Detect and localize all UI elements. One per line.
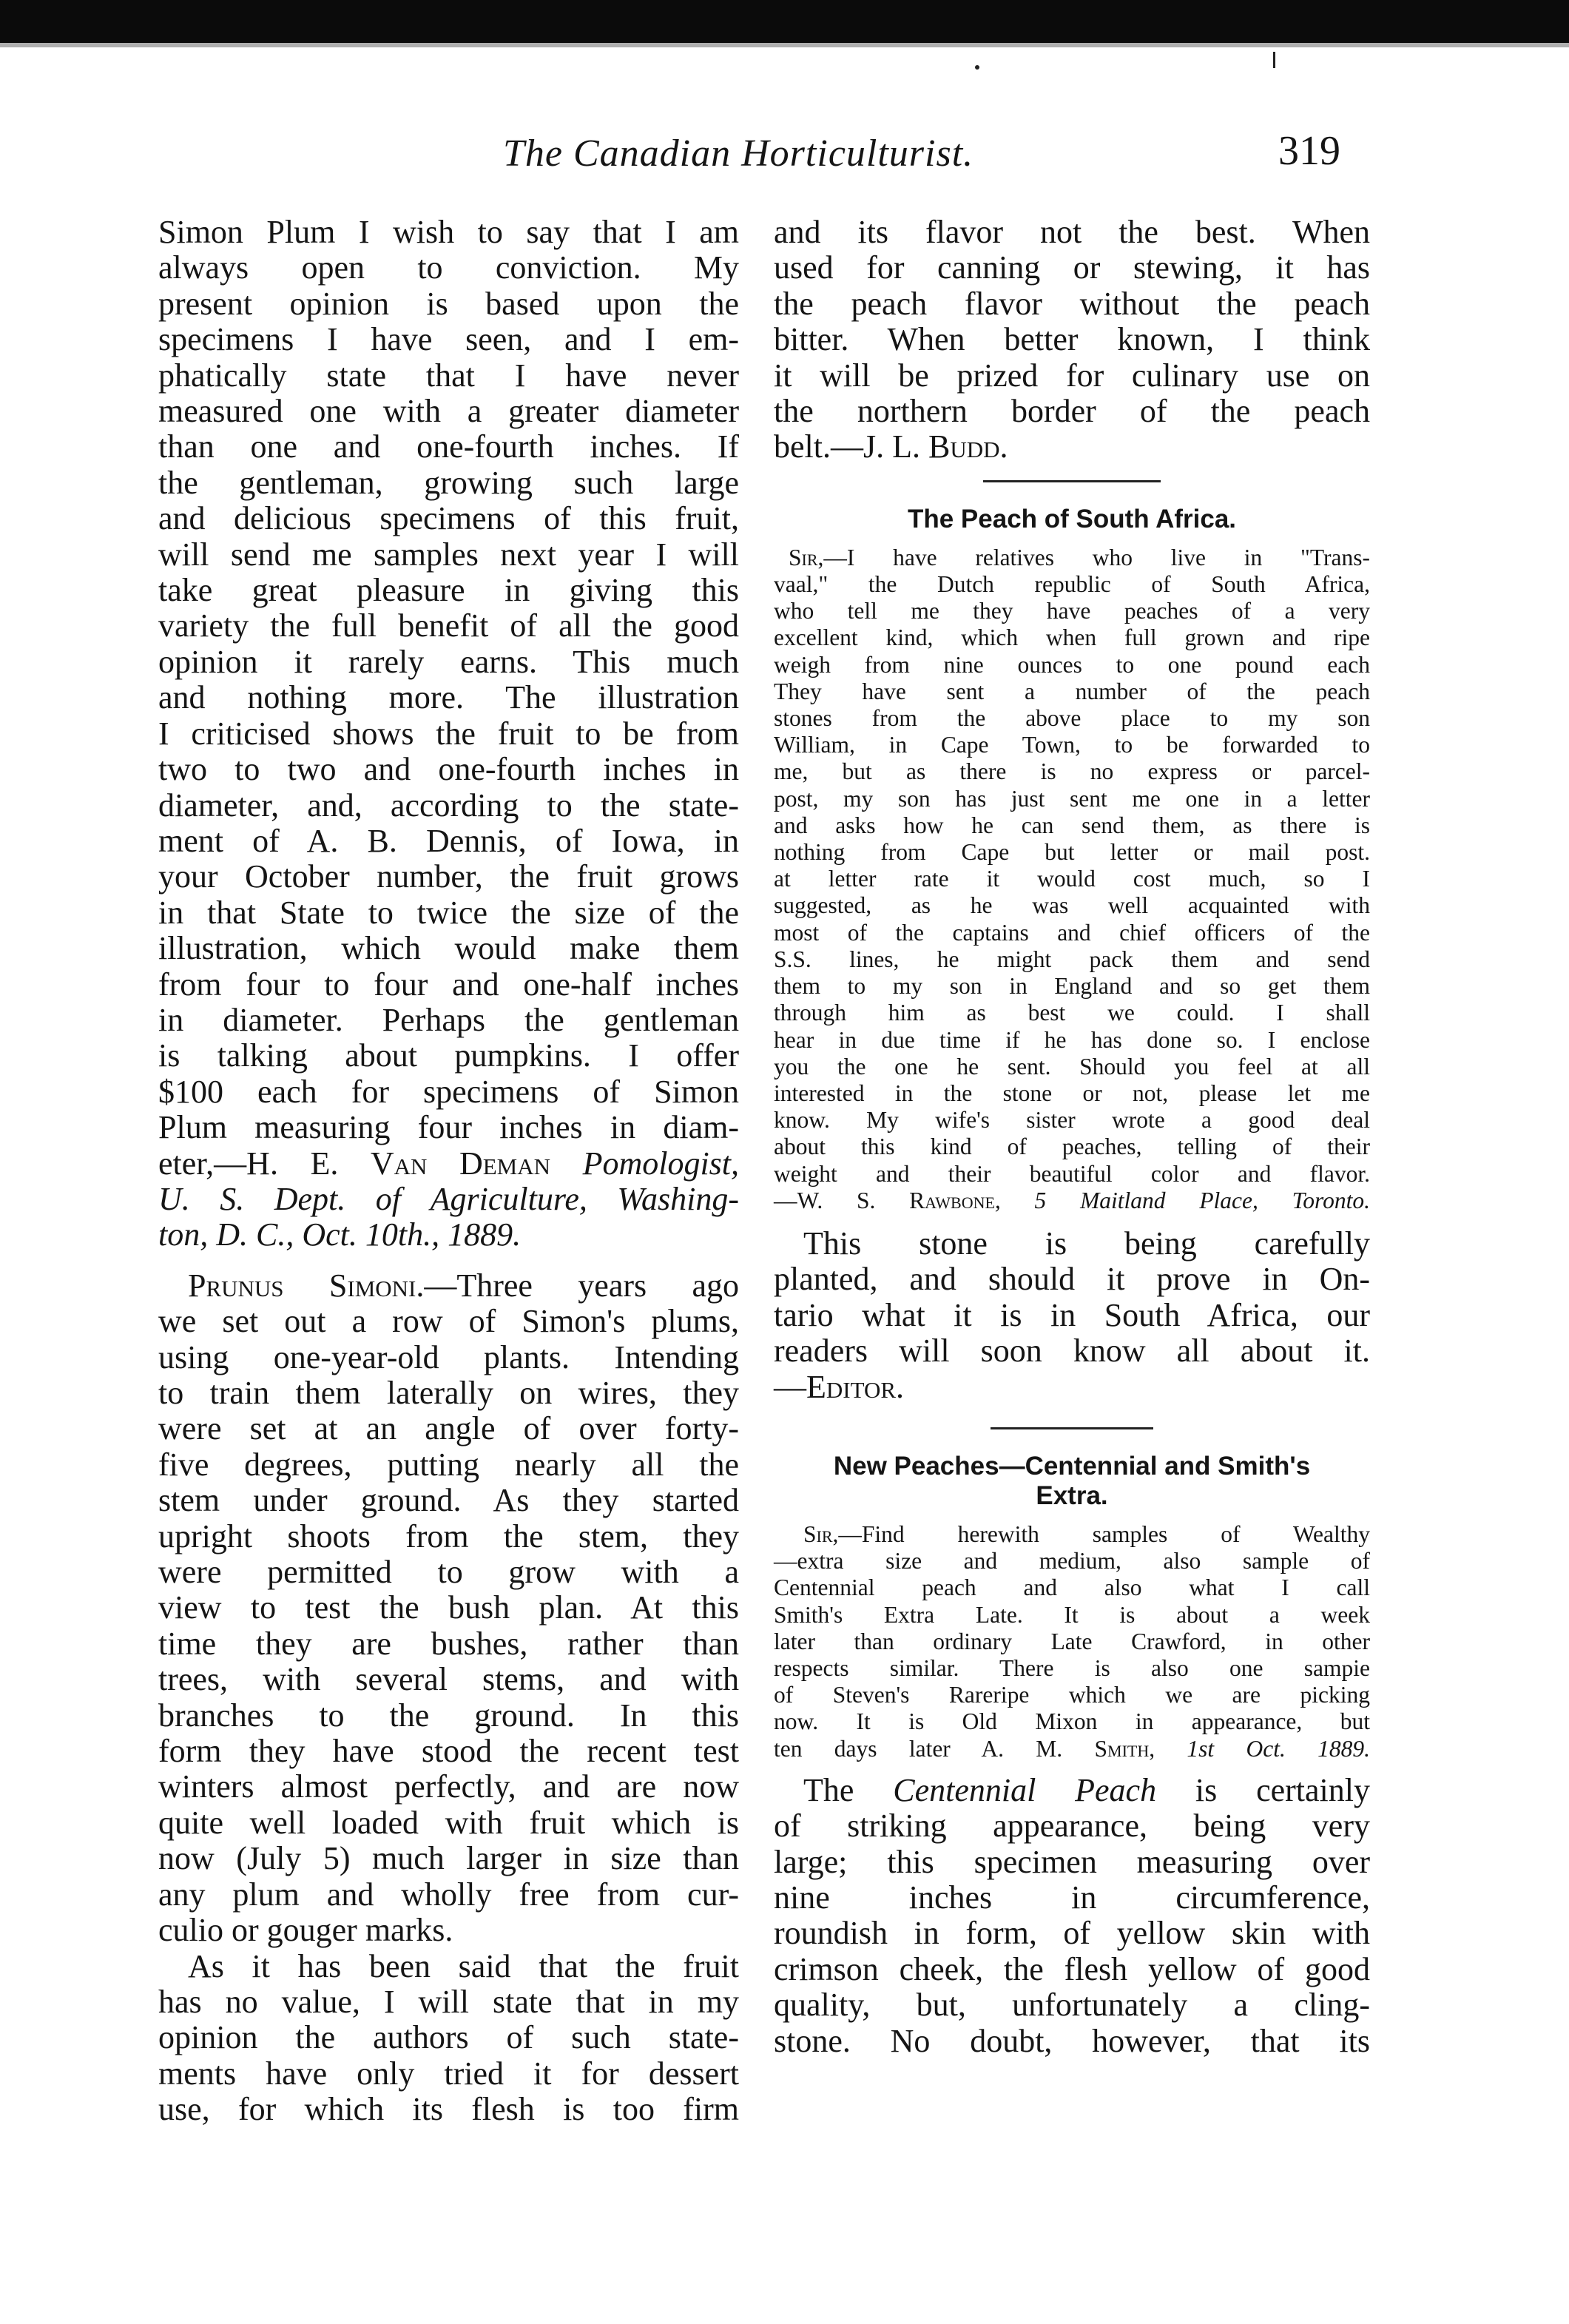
text-line: and its flavor not the best. When bbox=[774, 214, 1370, 250]
paragraph-centennial-peach bbox=[774, 1773, 1370, 2059]
text-line: illustration, which would make them bbox=[158, 930, 739, 967]
text-line: diameter, and, according to the state- bbox=[158, 787, 739, 823]
text-line: bitter. When better known, I think bbox=[774, 321, 1370, 358]
text-line: quality, but, unfortunately a cling- bbox=[774, 1987, 1370, 2024]
text-line: form they have stood the recent test bbox=[158, 1733, 739, 1770]
text-line: the peach flavor without the peach bbox=[774, 285, 1370, 322]
text-line: five degrees, putting nearly all the bbox=[158, 1446, 739, 1483]
text-line: measured one with a greater diameter bbox=[158, 393, 739, 430]
text-line: They have sent a number of the peach bbox=[774, 678, 1370, 704]
text-line: belt.—J. L. Budd. bbox=[774, 428, 1008, 465]
text-line: from four to four and one-half inches bbox=[158, 966, 739, 1003]
text-line: your October number, the fruit grows bbox=[158, 858, 739, 895]
text-line: nine inches in circumference, bbox=[774, 1879, 1370, 1916]
text-line: roundish in form, of yellow skin with bbox=[774, 1915, 1370, 1952]
scan-border-shadow bbox=[0, 43, 1569, 47]
scan-speck bbox=[975, 65, 979, 70]
letter-signature: —W. S. Rawbone, 5 Maitland Place, Toronto. bbox=[774, 1187, 1370, 1213]
text-line: Centennial peach and also what I call bbox=[774, 1574, 1370, 1601]
right-column bbox=[774, 215, 1370, 2059]
author-signature: Budd. bbox=[928, 428, 1008, 465]
text-line: upright shoots from the stem, they bbox=[158, 1518, 739, 1555]
variety-name: Centennial Peach bbox=[893, 1771, 1157, 1808]
text-line: Smith's Extra Late. It is about a week bbox=[774, 1601, 1370, 1628]
signature-line: U. S. Dept. of Agriculture, Washing- bbox=[158, 1180, 739, 1217]
text-line: of striking appearance, being very bbox=[774, 1808, 1370, 1845]
signature-line: ton, D. C., Oct. 10th., 1889. bbox=[158, 1216, 522, 1253]
paragraph-prunus-simoni bbox=[158, 1268, 739, 1949]
text-line: about this kind of peaches, telling of their bbox=[774, 1134, 1370, 1160]
text-line: and nothing more. The illustration bbox=[158, 679, 739, 716]
text-line: who tell me they have peaches of a very bbox=[774, 598, 1370, 624]
text-line: two to two and one-fourth inches in bbox=[158, 751, 739, 788]
text-line: phatically state that I have never bbox=[158, 357, 739, 394]
text-line: know. My wife's sister wrote a good deal bbox=[774, 1107, 1370, 1134]
text-line: crimson cheek, the flesh yellow of good bbox=[774, 1950, 1370, 1987]
signature-date: 1st Oct. 1889. bbox=[1155, 1735, 1370, 1762]
signature-lead: eter,—H. E. bbox=[158, 1145, 371, 1182]
text-line: in diameter. Perhaps the gentleman bbox=[158, 1001, 739, 1038]
text-line: Sir,—Find herewith samples of Wealthy bbox=[803, 1520, 1370, 1547]
text-line: opinion it rarely earns. This much bbox=[158, 643, 739, 680]
paragraph-simon-plum bbox=[158, 215, 739, 1253]
left-column bbox=[158, 215, 739, 2128]
text-line: me, but as there is no express or parcel- bbox=[774, 758, 1370, 785]
text-line: opinion the authors of such state- bbox=[158, 2019, 739, 2056]
text-line: weight and their beautiful color and flavor. bbox=[774, 1160, 1370, 1187]
text-line: As it has been said that the fruit bbox=[188, 1947, 739, 1984]
text-line: ments have only tried it for dessert bbox=[158, 2055, 739, 2092]
text-line: I criticised shows the fruit to be from bbox=[158, 715, 739, 752]
text-line: planted, and should it prove in On- bbox=[774, 1261, 1370, 1298]
text-line: large; this specimen measuring over bbox=[774, 1843, 1370, 1880]
text-line: specimens I have seen, and I em- bbox=[158, 321, 739, 358]
text-line: always open to conviction. My bbox=[158, 249, 739, 286]
text-line: weigh from nine ounces to one pound each bbox=[774, 651, 1370, 678]
text-line: will send me samples next year I will bbox=[158, 536, 739, 573]
text-line: Prunus Simoni.—Three years ago bbox=[188, 1267, 739, 1304]
text-line: hear in due time if he has done so. I enclose bbox=[774, 1026, 1370, 1053]
text-line: quite well loaded with fruit which is bbox=[158, 1804, 739, 1841]
scan-speck bbox=[1273, 52, 1275, 68]
text-line: through him as best we could. I shall bbox=[774, 1000, 1370, 1026]
text-line: Plum measuring four inches in diam- bbox=[158, 1109, 739, 1146]
editor-note bbox=[774, 1226, 1370, 1405]
text-line: —extra size and medium, also sample of bbox=[774, 1548, 1370, 1574]
text-line: view to test the bush plan. At this bbox=[158, 1589, 739, 1626]
text-line: at letter rate it would cost much, so I bbox=[774, 866, 1370, 892]
section-heading-continued: Extra. bbox=[1036, 1481, 1108, 1510]
text-line: culio or gouger marks. bbox=[158, 1912, 453, 1949]
paragraph-budd bbox=[774, 215, 1370, 465]
text-line: in that State to twice the size of the bbox=[158, 894, 739, 931]
text-line: most of the captains and chief officers of the bbox=[774, 919, 1370, 946]
text-line: variety the full benefit of all the good bbox=[158, 607, 739, 644]
text-line: excellent kind, which when full grown and ripe bbox=[774, 624, 1370, 651]
text-line: than one and one-fourth inches. If bbox=[158, 428, 739, 465]
letter-new-peaches bbox=[774, 1521, 1370, 1762]
text-line: the gentleman, growing such large bbox=[158, 464, 739, 501]
section-heading: The Peach of South Africa. bbox=[907, 504, 1237, 533]
text-line: post, my son has just sent me one in a letter bbox=[774, 785, 1370, 812]
text-line: S.S. lines, he might pack them and send bbox=[774, 946, 1370, 972]
letter-salutation: Sir, bbox=[803, 1520, 839, 1547]
text-line: stem under ground. As they started bbox=[158, 1482, 739, 1519]
text-line: This stone is being carefully bbox=[803, 1225, 1370, 1262]
text-line: The Centennial Peach is certainly bbox=[803, 1771, 1370, 1808]
signature-name: Van Deman bbox=[370, 1145, 551, 1182]
text-line: and asks how he can send them, as there is bbox=[774, 812, 1370, 838]
text-line: $100 each for specimens of Simon bbox=[158, 1073, 739, 1110]
scan-top-border bbox=[0, 0, 1569, 43]
letter-south-africa bbox=[774, 545, 1370, 1214]
text-line: vaal," the Dutch republic of South Africa, bbox=[774, 571, 1370, 598]
text-line: tario what it is in South Africa, our bbox=[774, 1296, 1370, 1333]
text-line: stone. No doubt, however, that its bbox=[774, 2022, 1370, 2059]
text-line: stones from the above place to my son bbox=[774, 705, 1370, 732]
text-line: it will be prized for culinary use on bbox=[774, 357, 1370, 394]
text-line: trees, with several stems, and with bbox=[158, 1661, 739, 1698]
text-line: William, in Cape Town, to be forwarded to bbox=[774, 732, 1370, 758]
page-number: 319 bbox=[1278, 128, 1340, 174]
signature-title: Pomologist, bbox=[582, 1145, 740, 1182]
text-line: now (July 5) much larger in size than bbox=[158, 1840, 739, 1877]
text-line: Sir,—I have relatives who live in "Trans- bbox=[789, 544, 1370, 570]
text-line: Simon Plum I wish to say that I am bbox=[158, 214, 739, 250]
text-line: were permitted to grow with a bbox=[158, 1554, 739, 1591]
signature-name: Rawbone bbox=[909, 1187, 995, 1213]
text-line: branches to the ground. In this bbox=[158, 1697, 739, 1734]
text-line: now. It is Old Mixon in appearance, but bbox=[774, 1708, 1370, 1735]
text-line: present opinion is based upon the bbox=[158, 285, 739, 322]
text-line: we set out a row of Simon's plums, bbox=[158, 1303, 739, 1340]
text-line: winters almost perfectly, and are now bbox=[158, 1768, 739, 1805]
text-line: the northern border of the peach bbox=[774, 393, 1370, 430]
text-line: using one-year-old plants. Intending bbox=[158, 1338, 739, 1375]
signature-address: , 5 Maitland Place, Toronto. bbox=[994, 1187, 1370, 1213]
letter-salutation: Sir, bbox=[789, 544, 824, 570]
text-line: use, for which its flesh is too firm bbox=[158, 2091, 739, 2128]
text-line: respects similar. There is also one sampie bbox=[774, 1654, 1370, 1681]
text-line: time they are bushes, rather than bbox=[158, 1625, 739, 1662]
text-line: later than ordinary Late Crawford, in other bbox=[774, 1628, 1370, 1654]
section-heading: New Peaches—Centennial and Smith's bbox=[833, 1451, 1311, 1481]
text-line: take great pleasure in giving this bbox=[158, 572, 739, 609]
text-line: readers will soon know all about it. bbox=[774, 1333, 1370, 1370]
text-line: to train them laterally on wires, they bbox=[158, 1375, 739, 1411]
signature-name: Smith, bbox=[1094, 1735, 1155, 1762]
text-line: ment of A. B. Dennis, of Iowa, in bbox=[158, 822, 739, 859]
text-line: them to my son in England and so get them bbox=[774, 973, 1370, 1000]
signature-line bbox=[158, 1146, 739, 1182]
editor-signature: —Editor. bbox=[774, 1368, 905, 1405]
text-line: you the one he sent. Should you feel at all bbox=[774, 1053, 1370, 1080]
paragraph-lead: Prunus Simoni. bbox=[188, 1267, 425, 1304]
text-line: of Steven's Rareripe which we are picking bbox=[774, 1682, 1370, 1708]
text-line: interested in the stone or not, please let me bbox=[774, 1080, 1370, 1106]
text-line: were set at an angle of over forty- bbox=[158, 1410, 739, 1447]
running-head: The Canadian Horticulturist. bbox=[503, 132, 974, 175]
text-line: suggested, as he was well acquainted with bbox=[774, 892, 1370, 919]
text-line: any plum and wholly free from cur- bbox=[158, 1876, 739, 1913]
letter-signature: ten days later A. M. Smith, 1st Oct. 1889. bbox=[774, 1735, 1370, 1762]
text-line: used for canning or stewing, it has bbox=[774, 249, 1370, 286]
text-line: has no value, I will state that in my bbox=[158, 1983, 739, 2020]
text-line: is talking about pumpkins. I offer bbox=[158, 1037, 739, 1074]
text-line: nothing from Cape but letter or mail post. bbox=[774, 839, 1370, 866]
paragraph-fruit-value bbox=[158, 1949, 739, 2128]
text-line: and delicious specimens of this fruit, bbox=[158, 500, 739, 537]
